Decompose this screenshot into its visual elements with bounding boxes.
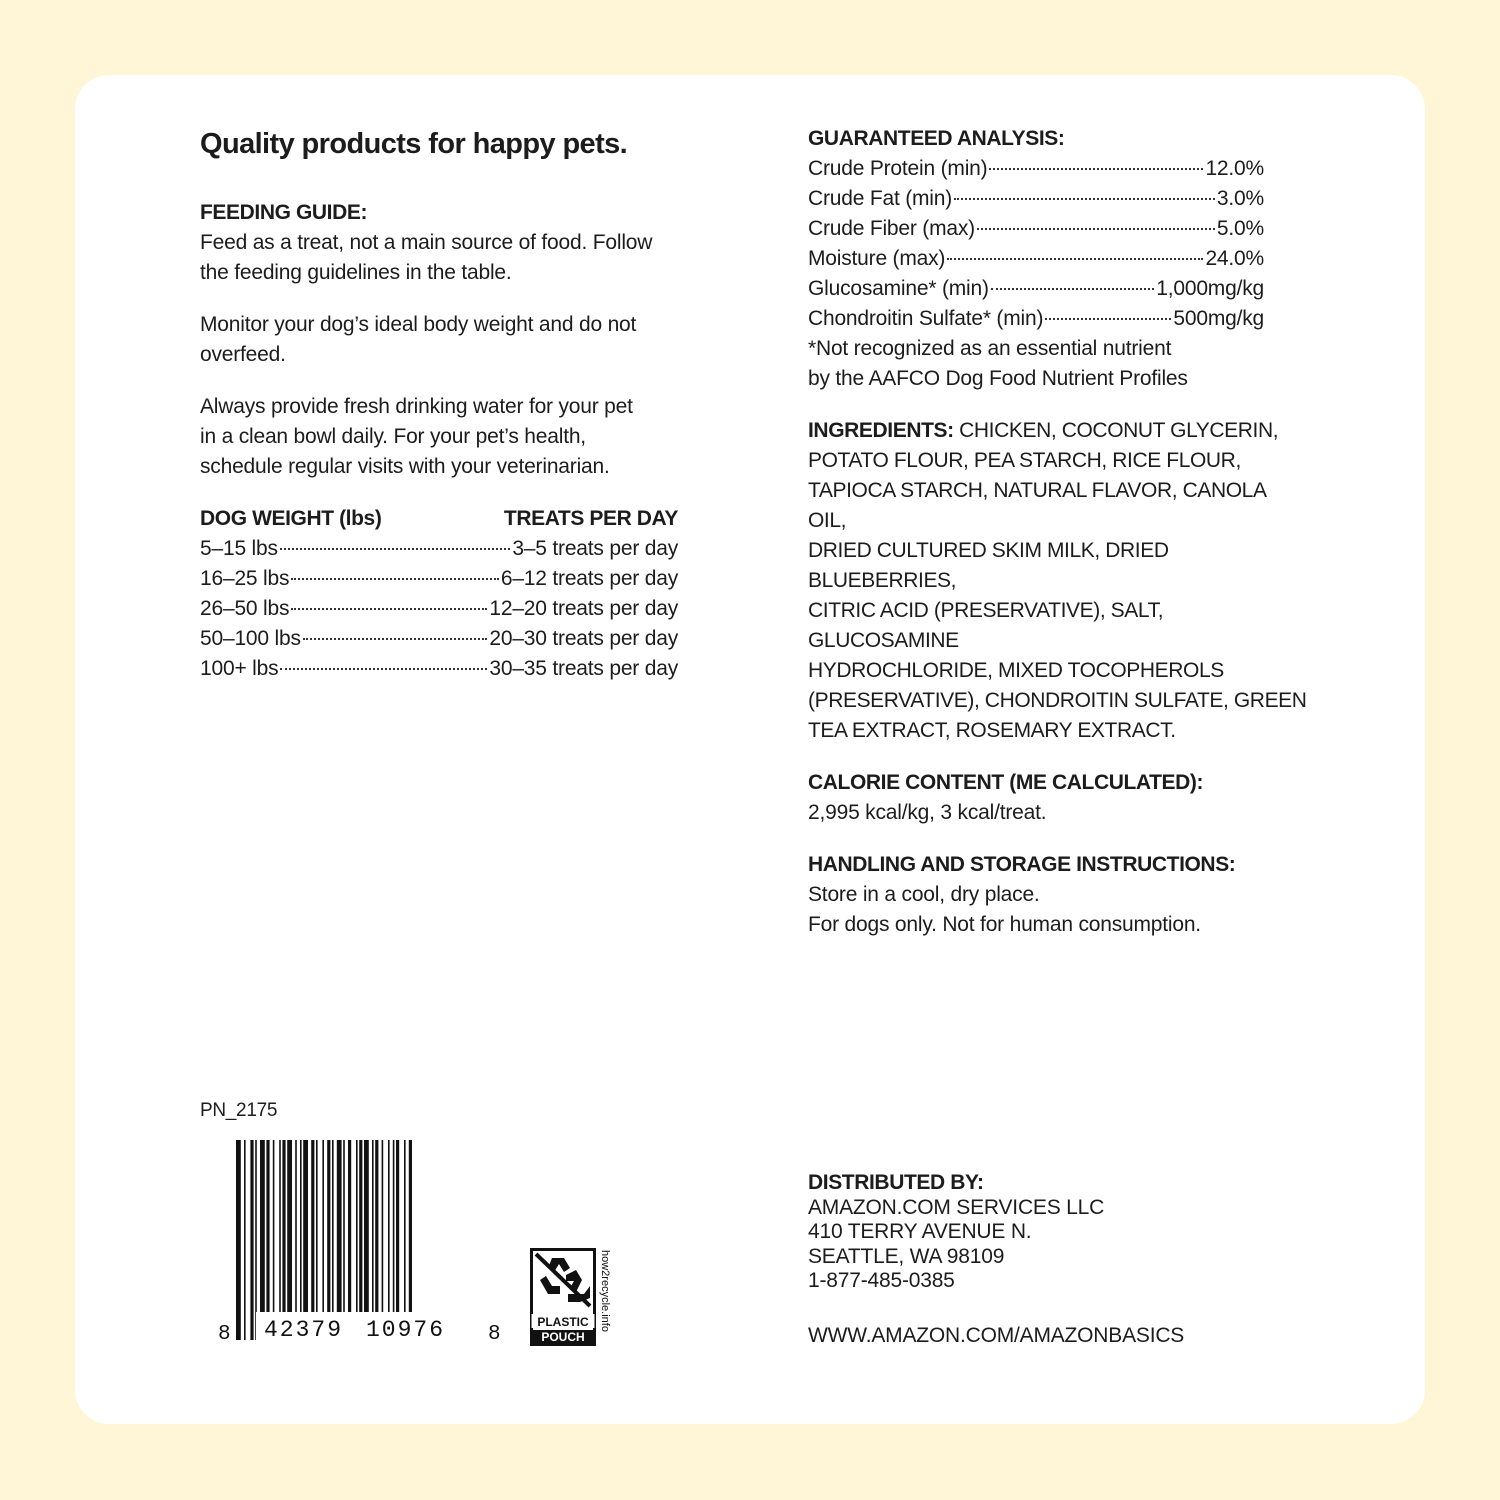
analysis-row bbox=[808, 154, 1264, 184]
dot-leader bbox=[991, 288, 1154, 290]
text-line: overfeed. bbox=[200, 343, 286, 366]
text-line: Monitor your dog’s ideal body weight and do not bbox=[200, 313, 637, 336]
text-line: TEA EXTRACT, ROSEMARY EXTRACT. bbox=[808, 719, 1176, 742]
analysis-label: Glucosamine* (min) bbox=[808, 277, 989, 300]
text-line: For dogs only. Not for human consumption. bbox=[808, 913, 1201, 936]
recycle-graphic bbox=[530, 1246, 612, 1348]
dot-leader bbox=[989, 168, 1203, 170]
dot-leader bbox=[280, 548, 511, 550]
feeding-table-header bbox=[200, 504, 678, 534]
barcode-bar bbox=[266, 1140, 269, 1340]
barcode-bar bbox=[375, 1140, 378, 1340]
barcode-bar bbox=[348, 1140, 351, 1340]
analysis-value: 3.0% bbox=[1216, 187, 1264, 210]
table-row bbox=[200, 654, 678, 684]
distributor-heading: DISTRIBUTED BY: bbox=[808, 1171, 984, 1194]
analysis-row bbox=[808, 214, 1264, 244]
treats-cell: 3–5 treats per day bbox=[512, 537, 678, 560]
distributor-line: SEATTLE, WA 98109 bbox=[808, 1244, 1005, 1268]
tagline: Quality products for happy pets. bbox=[200, 128, 628, 160]
text-line: TAPIOCA STARCH, NATURAL FLAVOR, CANOLA OIL, bbox=[808, 479, 1266, 532]
barcode-bar bbox=[382, 1140, 384, 1340]
barcode-bar bbox=[388, 1140, 390, 1340]
text-line: (PRESERVATIVE), CHONDROITIN SULFATE, GREEN bbox=[808, 689, 1307, 712]
text-line: HYDROCHLORIDE, MIXED TOCOPHEROLS bbox=[808, 659, 1224, 682]
left-column bbox=[200, 124, 678, 684]
text-line: by the AAFCO Dog Food Nutrient Profiles bbox=[808, 367, 1188, 390]
calorie-text: 2,995 kcal/kg, 3 kcal/treat. bbox=[808, 801, 1047, 824]
text-line: in a clean bowl daily. For your pet’s health, bbox=[200, 425, 586, 448]
analysis-value: 24.0% bbox=[1205, 247, 1264, 270]
weight-cell: 26–50 lbs bbox=[200, 597, 290, 620]
website-link[interactable]: WWW.AMAZON.COM/AMAZONBASICS bbox=[808, 1324, 1185, 1347]
barcode-bar bbox=[396, 1140, 399, 1340]
text-line: schedule regular visits with your veterinarian. bbox=[200, 455, 610, 478]
barcode-bar bbox=[359, 1140, 362, 1340]
distributor-line: 410 TERRY AVENUE N. bbox=[808, 1220, 1032, 1243]
dot-leader bbox=[947, 258, 1203, 260]
column-header-weight: DOG WEIGHT (lbs) bbox=[200, 507, 382, 530]
dot-leader bbox=[303, 638, 488, 640]
feeding-paragraph bbox=[200, 392, 678, 482]
barcode-bar bbox=[279, 1140, 281, 1340]
column-header-treats: TREATS PER DAY bbox=[503, 507, 678, 530]
dot-leader bbox=[280, 668, 487, 670]
barcode-bar bbox=[311, 1140, 314, 1340]
analysis-label: Moisture (max) bbox=[808, 247, 946, 270]
analysis-label: Crude Fat (min) bbox=[808, 187, 953, 210]
barcode-right-digits: 10976 bbox=[366, 1317, 446, 1343]
table-row bbox=[200, 534, 678, 564]
distributor-line: AMAZON.COM SERVICES LLC bbox=[808, 1195, 1105, 1219]
text-line: Feed as a treat, not a main source of food. Follow bbox=[200, 231, 653, 254]
analysis-footnote bbox=[808, 334, 1308, 394]
barcode bbox=[208, 1140, 508, 1350]
barcode-bar bbox=[300, 1140, 302, 1340]
barcode-bar bbox=[364, 1140, 369, 1340]
barcode-bar bbox=[236, 1140, 241, 1340]
analysis-row bbox=[808, 184, 1264, 214]
treats-cell: 12–20 treats per day bbox=[489, 597, 678, 620]
treats-cell: 20–30 treats per day bbox=[489, 627, 678, 650]
product-number: PN_2175 bbox=[200, 1100, 278, 1121]
handling-heading: HANDLING AND STORAGE INSTRUCTIONS: bbox=[808, 853, 1236, 876]
how2recycle-label bbox=[530, 1246, 612, 1353]
barcode-bar bbox=[260, 1140, 265, 1340]
barcode-bar bbox=[332, 1140, 334, 1340]
barcode-bar bbox=[393, 1140, 395, 1340]
barcode-bar bbox=[316, 1140, 318, 1340]
analysis-label: Chondroitin Sulfate* (min) bbox=[808, 307, 1044, 330]
table-row bbox=[200, 594, 678, 624]
text-line: Store in a cool, dry place. bbox=[808, 883, 1040, 906]
distributor-line: 1-877-485-0385 bbox=[808, 1269, 955, 1292]
barcode-bar bbox=[282, 1140, 285, 1340]
barcode-bar bbox=[356, 1140, 358, 1340]
text-line: DRIED CULTURED SKIM MILK, DRIED BLUEBERRIES, bbox=[808, 539, 1169, 592]
text-line: *Not recognized as an essential nutrient bbox=[808, 337, 1172, 360]
text-line: CHICKEN, COCONUT GLYCERIN, bbox=[953, 419, 1279, 442]
text-line: POTATO FLOUR, PEA STARCH, RICE FLOUR, bbox=[808, 449, 1241, 472]
dot-leader bbox=[954, 198, 1215, 200]
barcode-bar bbox=[295, 1140, 297, 1340]
barcode-bar bbox=[327, 1140, 330, 1340]
analysis-label: Crude Protein (min) bbox=[808, 157, 988, 180]
analysis-label: Crude Fiber (max) bbox=[808, 217, 975, 240]
table-row bbox=[200, 564, 678, 594]
recycle-line2: POUCH bbox=[541, 1330, 585, 1344]
barcode-left-digits: 42379 bbox=[264, 1317, 344, 1343]
barcode-bar bbox=[287, 1140, 292, 1340]
handling-text bbox=[808, 880, 1308, 940]
barcode-bar bbox=[337, 1140, 342, 1340]
barcode-bar bbox=[404, 1140, 406, 1340]
dot-leader bbox=[977, 228, 1215, 230]
feeding-paragraph bbox=[200, 310, 678, 370]
ingredients-heading: INGREDIENTS: bbox=[808, 419, 954, 442]
analysis-value: 12.0% bbox=[1205, 157, 1264, 180]
recycle-site: how2recycle.info bbox=[599, 1250, 611, 1332]
analysis-row bbox=[808, 304, 1264, 334]
text-line: the feeding guidelines in the table. bbox=[200, 261, 512, 284]
barcode-bar bbox=[343, 1140, 345, 1340]
guaranteed-analysis-heading: GUARANTEED ANALYSIS: bbox=[808, 127, 1065, 150]
analysis-row bbox=[808, 244, 1264, 274]
dot-leader bbox=[1045, 318, 1171, 320]
weight-cell: 16–25 lbs bbox=[200, 567, 290, 590]
barcode-bar bbox=[303, 1140, 308, 1340]
right-column bbox=[808, 124, 1308, 940]
treats-cell: 6–12 treats per day bbox=[500, 567, 678, 590]
text-line: Always provide fresh drinking water for your pet bbox=[200, 395, 633, 418]
ingredients-block bbox=[808, 416, 1308, 746]
barcode-bar bbox=[250, 1140, 253, 1340]
feeding-paragraph bbox=[200, 228, 678, 288]
barcode-bar bbox=[255, 1140, 257, 1340]
feeding-guide-heading: FEEDING GUIDE: bbox=[200, 201, 368, 224]
analysis-value: 5.0% bbox=[1216, 217, 1264, 240]
barcode-first-digit: 8 bbox=[218, 1323, 231, 1345]
analysis-value: 500mg/kg bbox=[1173, 307, 1264, 330]
treats-cell: 30–35 treats per day bbox=[489, 657, 678, 680]
table-row bbox=[200, 624, 678, 654]
barcode-last-digit: 8 bbox=[488, 1323, 501, 1345]
analysis-row bbox=[808, 274, 1264, 304]
barcode-bar bbox=[322, 1140, 324, 1340]
distributor-block bbox=[808, 1171, 1104, 1294]
weight-cell: 100+ lbs bbox=[200, 657, 279, 680]
dot-leader bbox=[291, 608, 487, 610]
barcode-bar bbox=[372, 1140, 374, 1340]
recycle-line1: PLASTIC bbox=[537, 1315, 589, 1329]
text-line: CITRIC ACID (PRESERVATIVE), SALT, GLUCOSAMINE bbox=[808, 599, 1164, 652]
analysis-value: 1,000mg/kg bbox=[1156, 277, 1264, 300]
barcode-bar bbox=[409, 1140, 412, 1340]
barcode-graphic bbox=[208, 1140, 508, 1345]
feeding-table bbox=[200, 504, 678, 684]
weight-cell: 50–100 lbs bbox=[200, 627, 301, 650]
weight-cell: 5–15 lbs bbox=[200, 537, 278, 560]
dot-leader bbox=[291, 578, 499, 580]
barcode-bar bbox=[273, 1140, 275, 1340]
barcode-bar bbox=[244, 1140, 246, 1340]
guaranteed-analysis-table bbox=[808, 154, 1264, 334]
calorie-heading: CALORIE CONTENT (ME CALCULATED): bbox=[808, 771, 1204, 794]
